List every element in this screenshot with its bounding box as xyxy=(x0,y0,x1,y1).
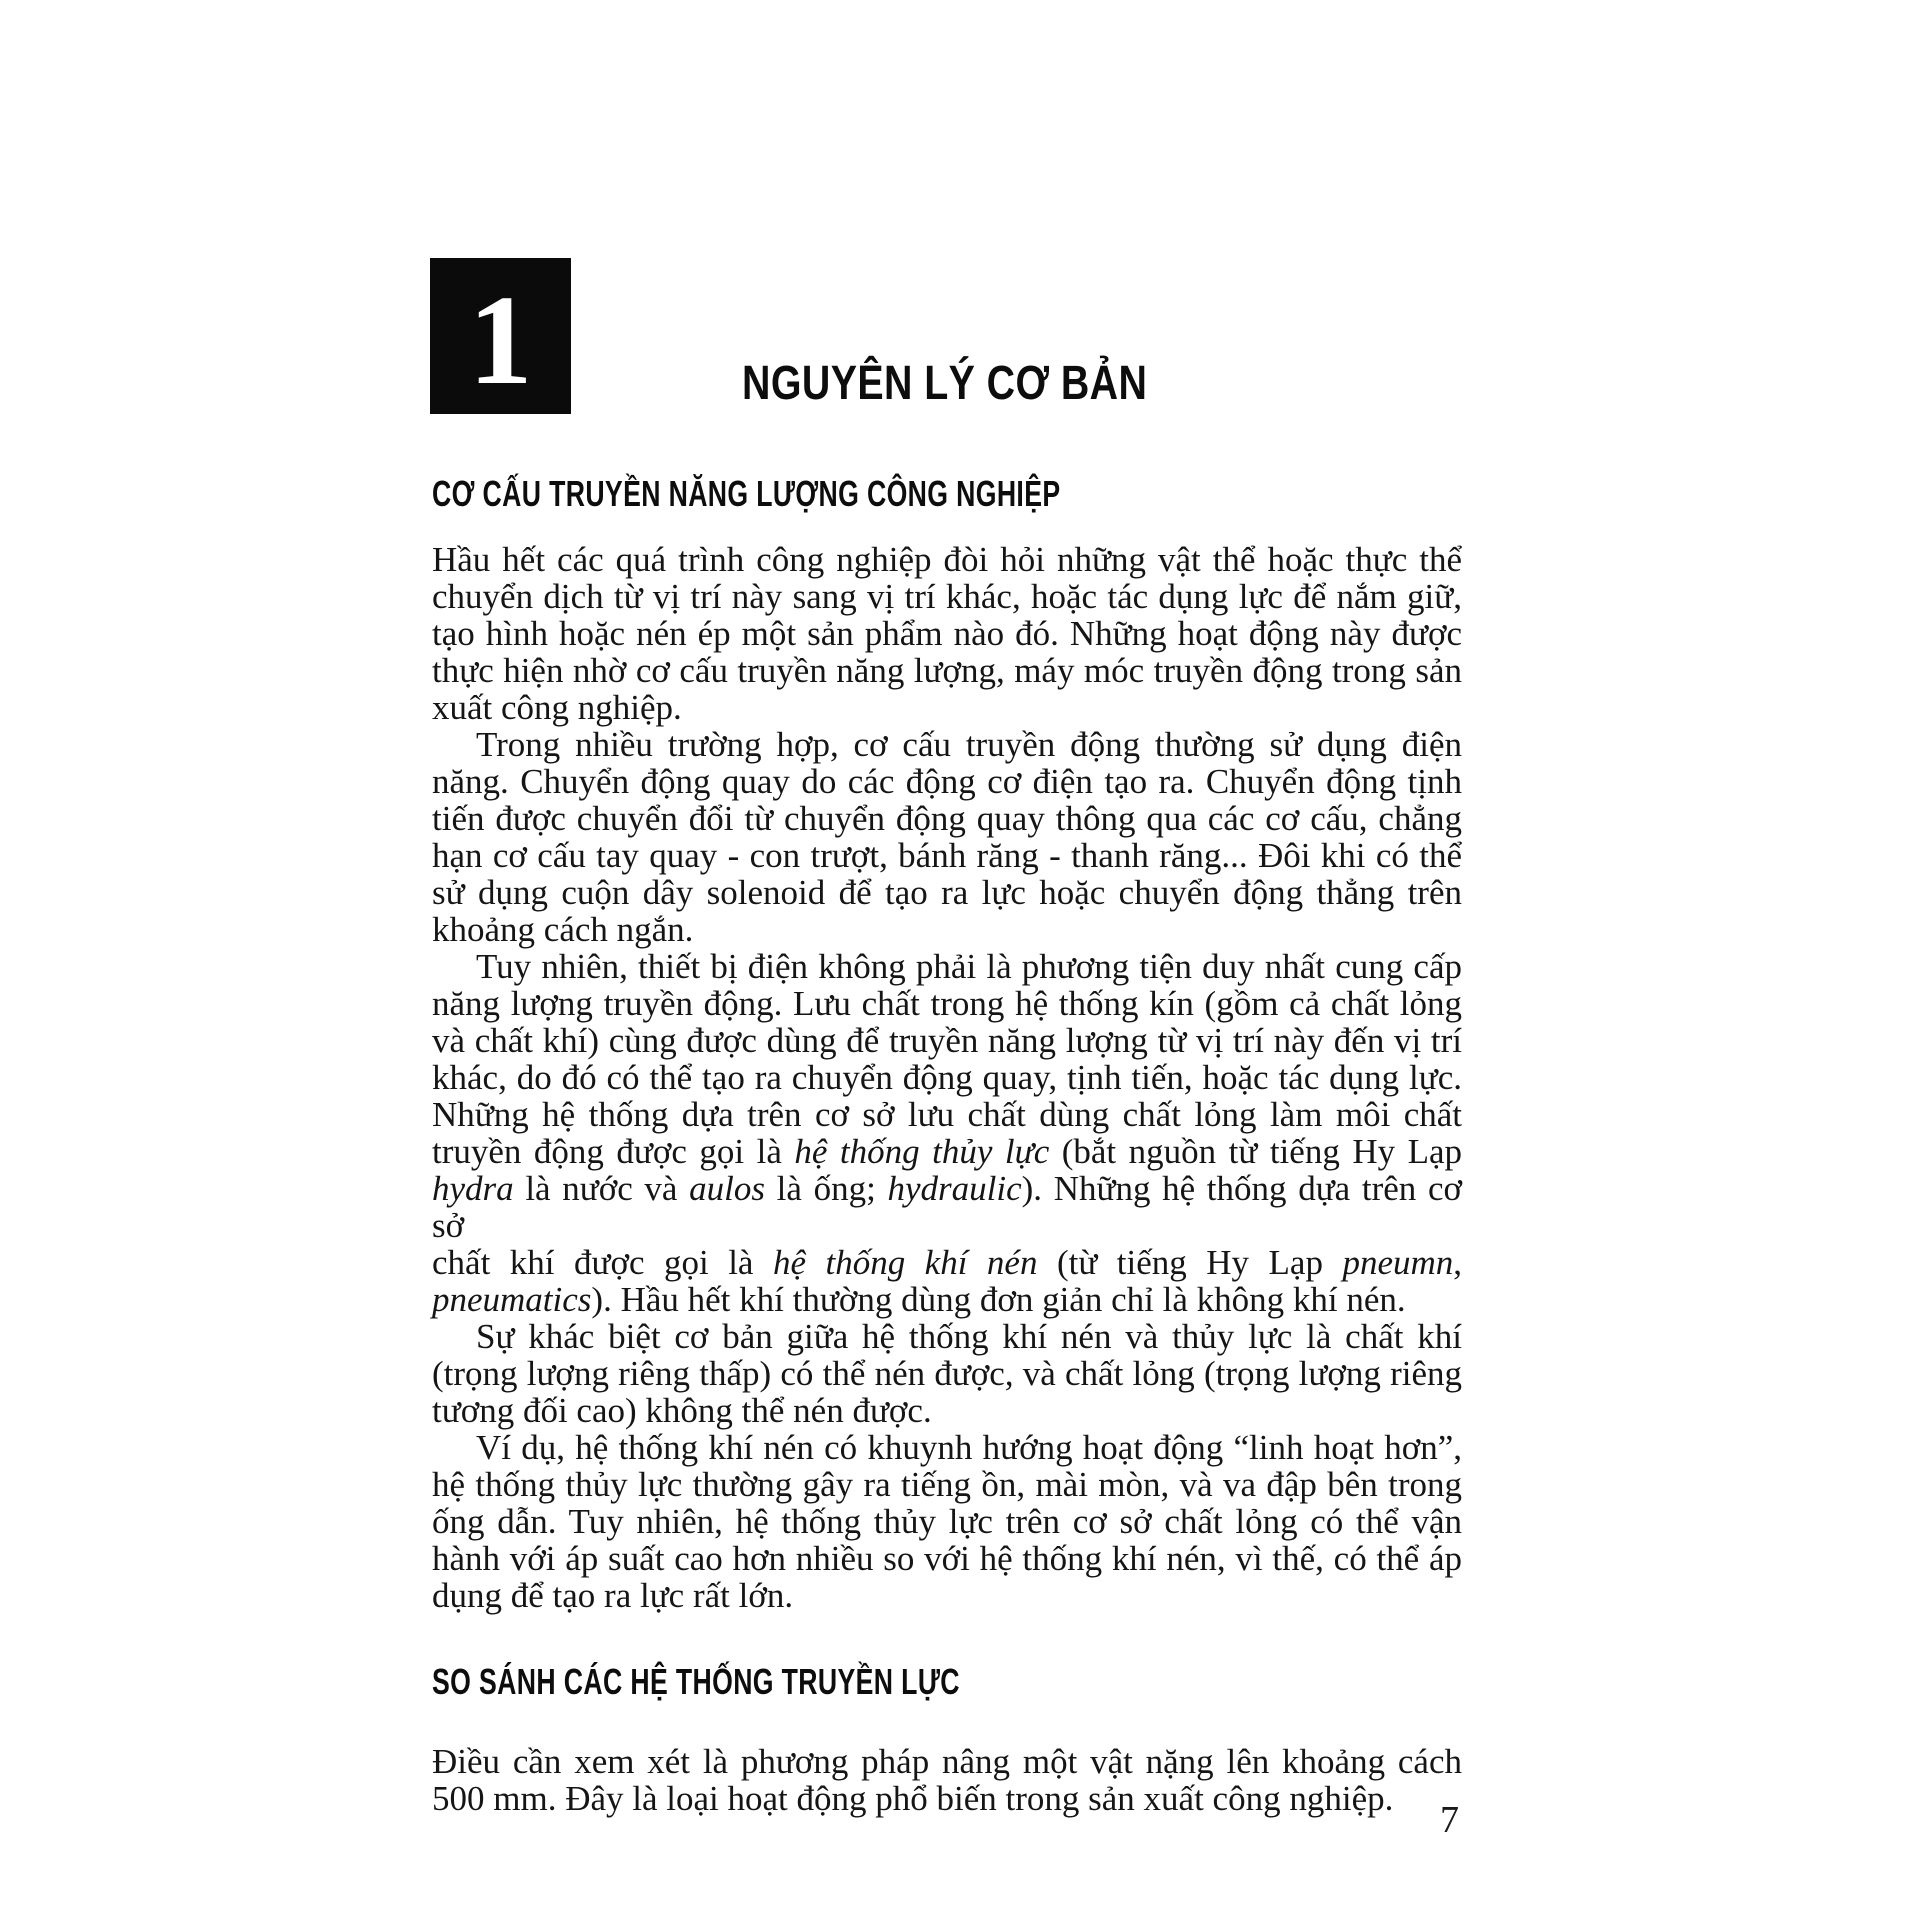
text-line: hạn cơ cấu tay quay - con trượt, bánh răng - thanh răng... Đôi khi có thể xyxy=(432,836,1462,876)
chapter-number: 1 xyxy=(468,269,533,411)
text-line: dụng để tạo ra lực rất lớn. xyxy=(432,1576,794,1616)
text-line: ống dẫn. Tuy nhiên, hệ thống thủy lực trên cơ sở chất lỏng có thể vận xyxy=(432,1502,1462,1542)
text-line: năng. Chuyển động quay do các động cơ điện tạo ra. Chuyển động tịnh xyxy=(432,762,1462,802)
paragraph xyxy=(432,1743,1462,1817)
text-line: pneumatics). Hầu hết khí thường dùng đơn giản chỉ là không khí nén. xyxy=(432,1280,1406,1320)
text-line: chuyển dịch từ vị trí này sang vị trí khác, hoặc tác dụng lực để nắm giữ, xyxy=(432,577,1462,617)
text-line: chất khí được gọi là hệ thống khí nén (từ tiếng Hy Lạp pneumn, xyxy=(432,1243,1462,1283)
text-line: Những hệ thống dựa trên cơ sở lưu chất dùng chất lỏng làm môi chất xyxy=(432,1095,1462,1135)
text-line: Tuy nhiên, thiết bị điện không phải là phương tiện duy nhất cung cấp xyxy=(476,947,1462,987)
paragraph xyxy=(432,948,1462,1318)
text-line: 500 mm. Đây là loại hoạt động phổ biến trong sản xuất công nghiệp. xyxy=(432,1779,1394,1819)
chapter-title: NGUYÊN LÝ CƠ BẢN xyxy=(742,357,1148,410)
section-body-system-comparison xyxy=(432,1743,1462,1817)
text-line: năng lượng truyền động. Lưu chất trong hệ thống kín (gồm cả chất lỏng xyxy=(432,984,1462,1024)
text-line: tạo hình hoặc nén ép một sản phẩm nào đó. Những hoạt động này được xyxy=(432,614,1462,654)
text-line: và chất khí) cùng được dùng để truyền năng lượng từ vị trí này đến vị trí xyxy=(432,1021,1462,1061)
text-line: Điều cần xem xét là phương pháp nâng một vật nặng lên khoảng cách xyxy=(432,1742,1462,1782)
chapter-number-box xyxy=(430,258,571,414)
text-line: hydra là nước và aulos là ống; hydraulic). Những hệ thống dựa trên cơ sở xyxy=(432,1169,1462,1246)
section-body-energy-transfer xyxy=(432,541,1462,1614)
text-line: thực hiện nhờ cơ cấu truyền năng lượng, máy móc truyền động trong sản xyxy=(432,651,1462,691)
page-number: 7 xyxy=(1440,1799,1459,1841)
text-line: xuất công nghiệp. xyxy=(432,688,682,728)
text-line: sử dụng cuộn dây solenoid để tạo ra lực hoặc chuyển động thẳng trên xyxy=(432,873,1462,913)
text-line: Ví dụ, hệ thống khí nén có khuynh hướng hoạt động “linh hoạt hơn”, xyxy=(476,1428,1462,1468)
text-line: khoảng cách ngắn. xyxy=(432,910,694,950)
text-line: tương đối cao) không thể nén được. xyxy=(432,1391,932,1431)
text-line: Hầu hết các quá trình công nghiệp đòi hỏi những vật thể hoặc thực thể xyxy=(432,540,1462,580)
section-heading-system-comparison: SO SÁNH CÁC HỆ THỐNG TRUYỀN LỰC xyxy=(432,1661,960,1703)
paragraph xyxy=(432,541,1462,726)
text-line: khác, do đó có thể tạo ra chuyển động quay, tịnh tiến, hoặc tác dụng lực. xyxy=(432,1058,1462,1098)
text-line: Trong nhiều trường hợp, cơ cấu truyền động thường sử dụng điện xyxy=(476,725,1462,765)
text-line: Sự khác biệt cơ bản giữa hệ thống khí nén và thủy lực là chất khí xyxy=(476,1317,1462,1357)
paragraph xyxy=(432,1318,1462,1429)
paragraph xyxy=(432,726,1462,948)
text-line: (trọng lượng riêng thấp) có thể nén được, và chất lỏng (trọng lượng riêng xyxy=(432,1354,1462,1394)
text-line: hệ thống thủy lực thường gây ra tiếng ồn, mài mòn, và va đập bên trong xyxy=(432,1465,1462,1505)
page-content xyxy=(432,472,1462,1817)
section-heading-energy-transfer: CƠ CẤU TRUYỀN NĂNG LƯỢNG CÔNG NGHIỆP xyxy=(432,473,1061,514)
text-line: hành với áp suất cao hơn nhiều so với hệ thống khí nén, vì thế, có thể áp xyxy=(432,1539,1462,1579)
paragraph xyxy=(432,1429,1462,1614)
text-line: tiến được chuyển đổi từ chuyển động quay thông qua các cơ cấu, chẳng xyxy=(432,799,1462,839)
text-line: truyền động được gọi là hệ thống thủy lực (bắt nguồn từ tiếng Hy Lạp xyxy=(432,1132,1462,1172)
